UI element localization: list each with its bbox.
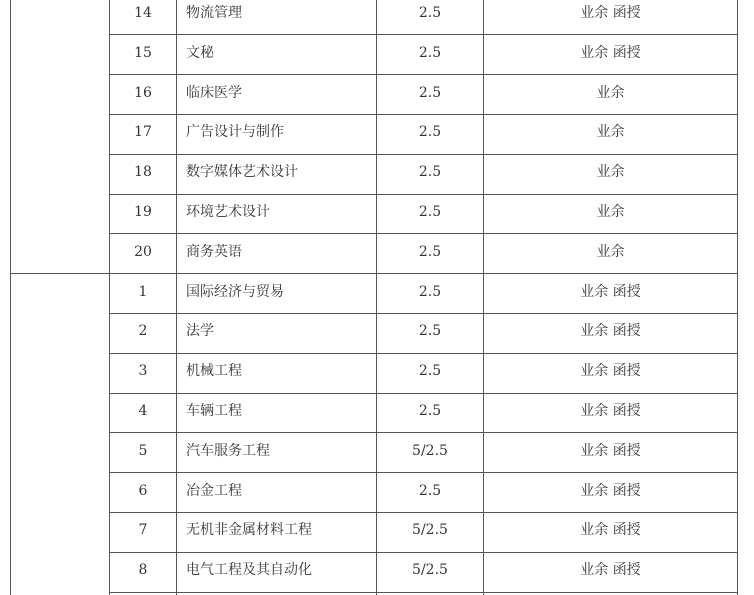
study-duration: 2.5: [418, 483, 442, 499]
study-mode: 业余 函授: [580, 483, 641, 499]
study-duration: 2.5: [418, 85, 442, 101]
study-mode: 业余: [596, 85, 625, 101]
row-number: 6: [138, 483, 148, 499]
major-name: 环境艺术设计: [186, 204, 270, 220]
study-mode: 业余 函授: [580, 323, 641, 339]
study-mode: 业余: [596, 244, 625, 260]
study-duration: 2.5: [418, 204, 442, 220]
study-duration: 2.5: [418, 403, 442, 419]
major-name: 无机非金属材料工程: [186, 522, 312, 538]
study-mode: 业余 函授: [580, 562, 641, 578]
row-number: 19: [134, 204, 152, 220]
row-divider: [109, 592, 738, 593]
row-number: 16: [134, 85, 152, 101]
row-number: 7: [138, 522, 148, 538]
major-name: 冶金工程: [186, 483, 242, 499]
major-name: 法学: [186, 323, 214, 339]
major-name: 机械工程: [186, 363, 242, 379]
study-duration: 2.5: [418, 45, 442, 61]
study-duration: 2.5: [418, 164, 442, 180]
row-number: 2: [138, 323, 148, 339]
study-mode: 业余 函授: [580, 403, 641, 419]
row-number: 8: [138, 562, 148, 578]
study-duration: 2.5: [418, 244, 442, 260]
study-duration: 5/2.5: [412, 562, 448, 578]
row-number: 1: [138, 284, 148, 300]
study-mode: 业余 函授: [580, 363, 641, 379]
major-name: 物流管理: [186, 5, 242, 21]
study-duration: 2.5: [418, 323, 442, 339]
row-number: 18: [134, 164, 152, 180]
major-name: 汽车服务工程: [186, 443, 270, 459]
major-name: 广告设计与制作: [186, 124, 284, 140]
study-mode: 业余: [596, 164, 625, 180]
row-number: 3: [138, 363, 148, 379]
study-mode: 业余 函授: [580, 5, 641, 21]
row-number: 4: [138, 403, 148, 419]
study-duration: 2.5: [418, 5, 442, 21]
row-number: 14: [134, 5, 152, 21]
row-number: 17: [134, 124, 152, 140]
major-name: 车辆工程: [186, 403, 242, 419]
major-name: 临床医学: [186, 85, 242, 101]
study-mode: 业余 函授: [580, 284, 641, 300]
major-name: 国际经济与贸易: [186, 284, 284, 300]
study-duration: 5/2.5: [412, 443, 448, 459]
row-number: 20: [134, 244, 152, 260]
study-duration: 2.5: [418, 284, 442, 300]
study-duration: 5/2.5: [412, 522, 448, 538]
major-name: 电气工程及其自动化: [186, 562, 312, 578]
row-number: 15: [134, 45, 152, 61]
study-mode: 业余 函授: [580, 45, 641, 61]
row-number: 5: [138, 443, 148, 459]
study-mode: 业余: [596, 204, 625, 220]
column-divider: [176, 0, 177, 595]
column-divider: [737, 0, 738, 595]
column-divider: [10, 0, 11, 595]
major-name: 数字媒体艺术设计: [186, 164, 298, 180]
study-mode: 业余 函授: [580, 443, 641, 459]
major-name: 文秘: [186, 45, 214, 61]
major-name: 商务英语: [186, 244, 242, 260]
study-mode: 业余 函授: [580, 522, 641, 538]
study-duration: 2.5: [418, 124, 442, 140]
study-duration: 2.5: [418, 363, 442, 379]
study-mode: 业余: [596, 124, 625, 140]
